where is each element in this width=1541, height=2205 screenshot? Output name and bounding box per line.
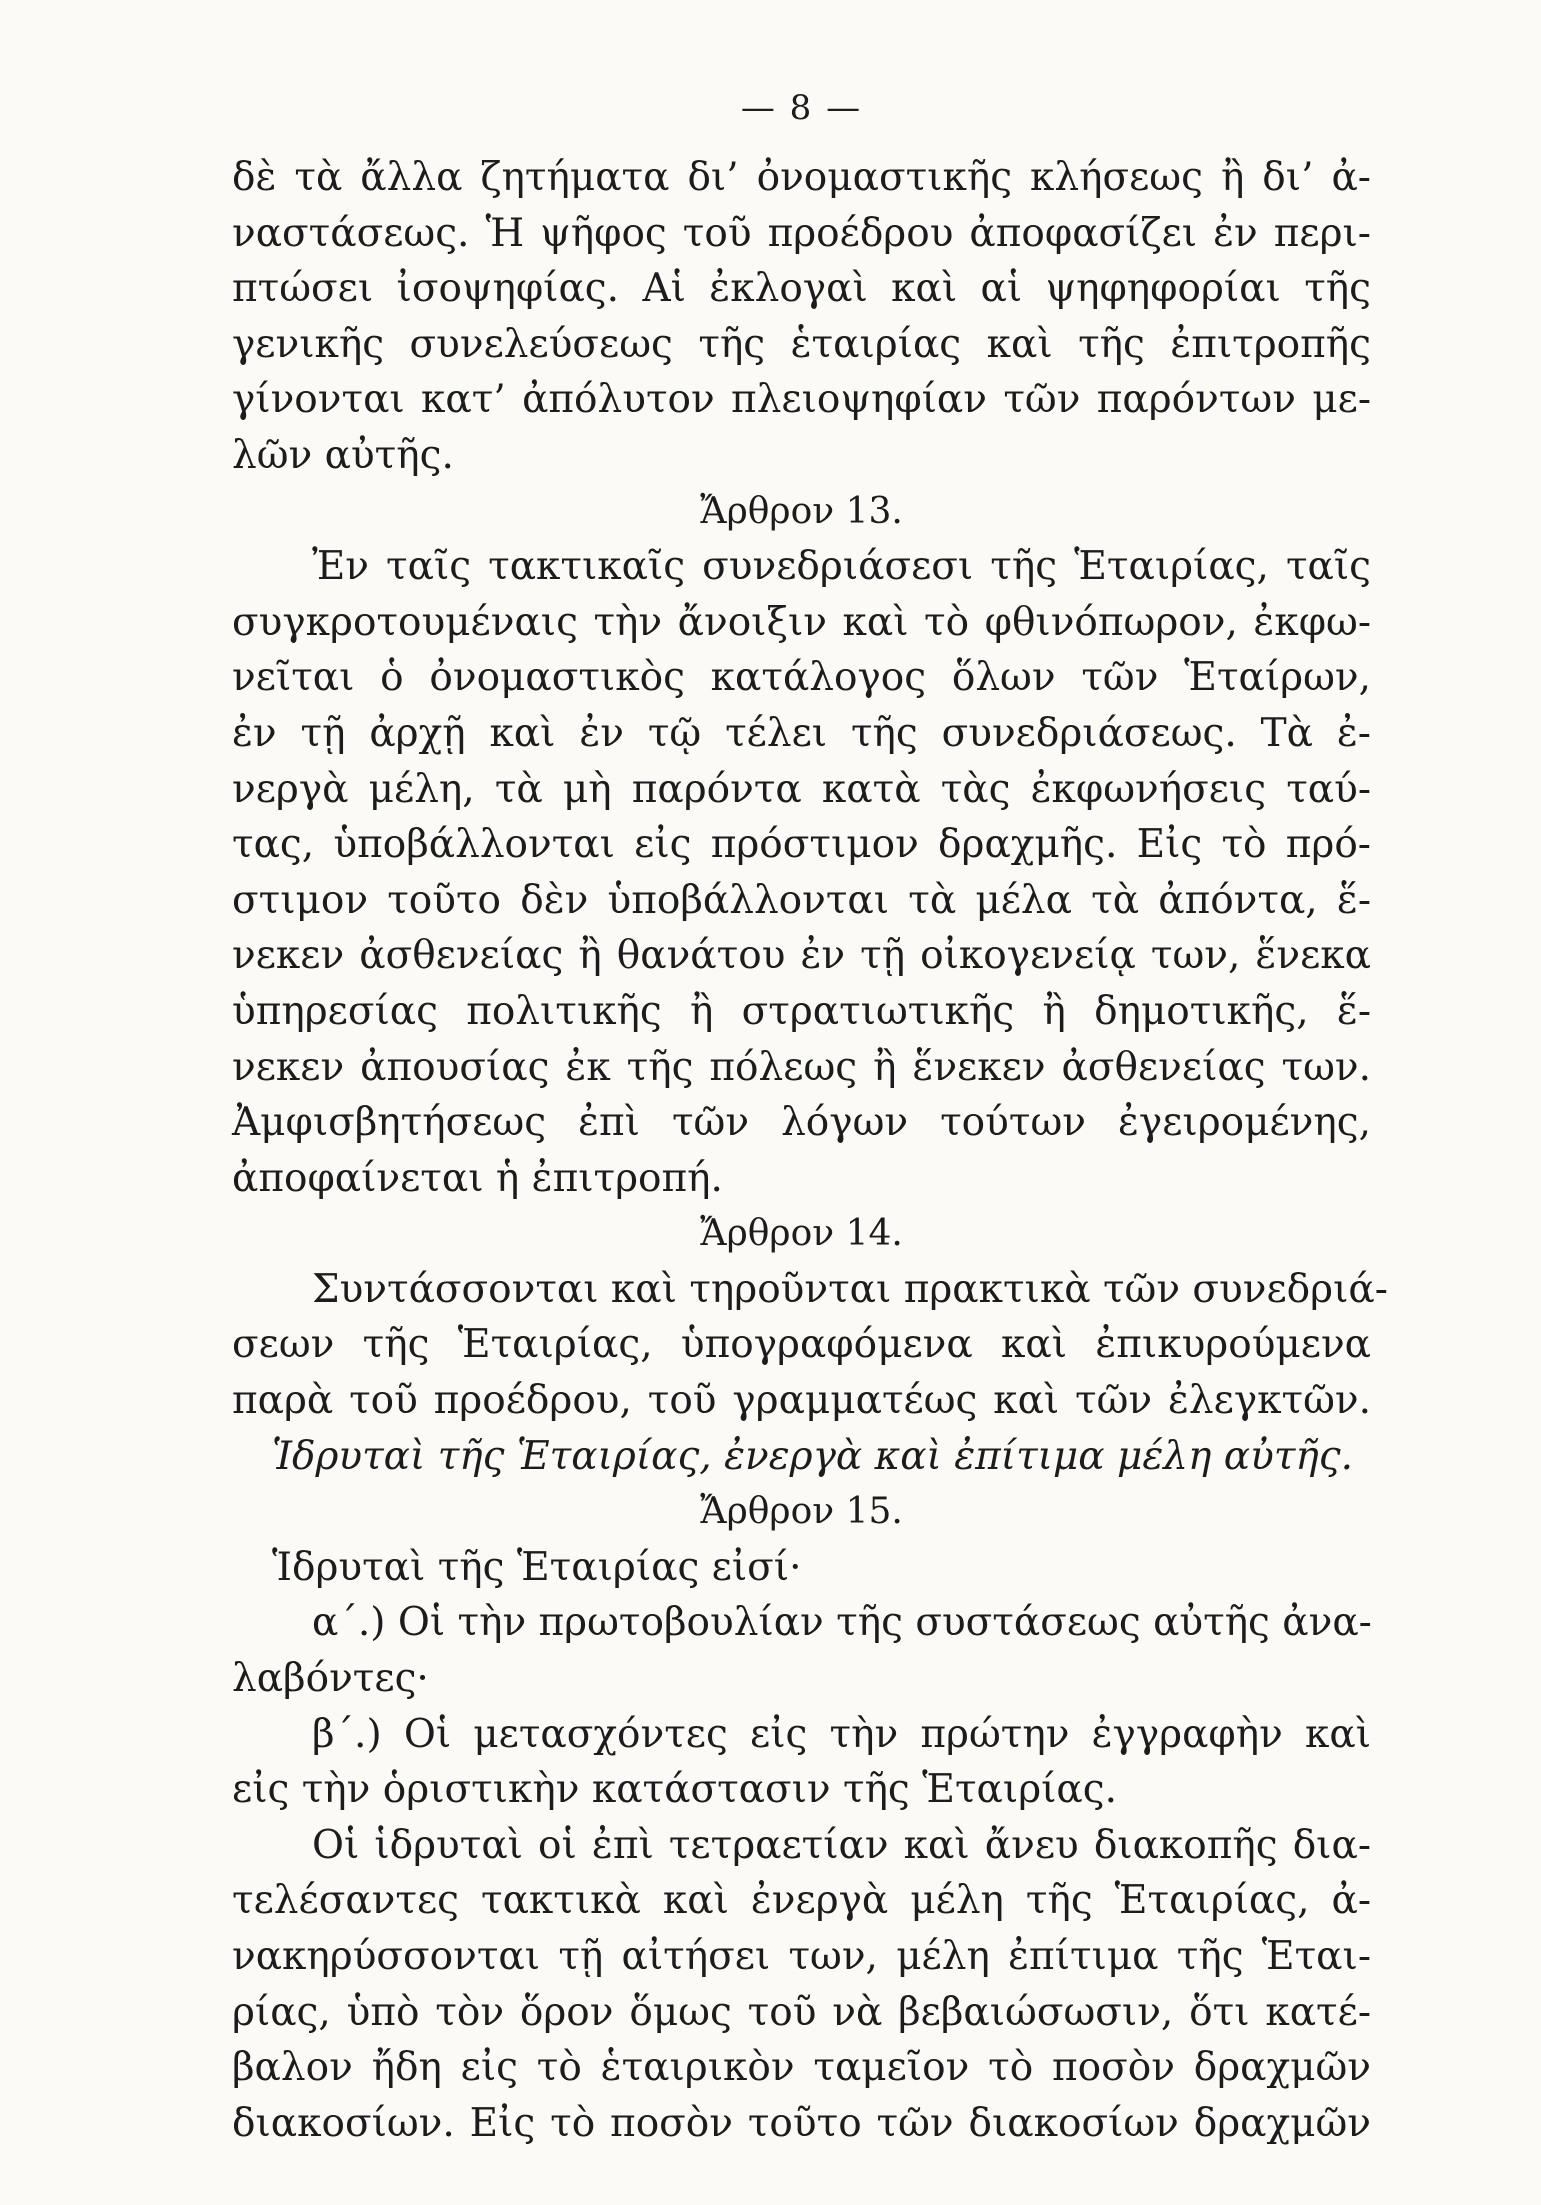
text-line: Ἱδρυταὶ τῆς Ἑταιρίας εἰσί· (272, 1544, 802, 1590)
text-line: λῶν αὐτῆς. (232, 432, 454, 478)
text-line: στιμον τοῦτο δὲν ὑποβάλλονται τὰ μέλα τὰ ἀπόντα, ἕ- (232, 877, 1371, 923)
article-heading: Ἄρθρον 15. (700, 1491, 903, 1533)
text-line: σεων τῆς Ἑταιρίας, ὑπογραφόμενα καὶ ἐπικυρούμενα (232, 1322, 1371, 1368)
text-line: συγκροτουμέναις τὴν ἄνοιξιν καὶ τὸ φθινόπωρον, ἐκφω- (232, 599, 1371, 645)
text-line: ρίας, ὑπὸ τὸν ὅρον ὅμως τοῦ νὰ βεβαιώσωσιν, ὅτι κατέ- (232, 1989, 1371, 2035)
text-line: β΄.) Οἱ μετασχόντες εἰς τὴν πρώτην ἐγγραφὴν καὶ (312, 1711, 1371, 1757)
text-line: ἐν τῇ ἀρχῇ καὶ ἐν τῷ τέλει τῆς συνεδριάσεως. Τὰ ἐ- (232, 710, 1371, 756)
text-line: νεκεν ἀπουσίας ἐκ τῆς πόλεως ἢ ἕνεκεν ἀσθενείας των. (232, 1044, 1371, 1090)
text-line: τας, ὑποβάλλονται εἰς πρόστιμον δραχμῆς. Εἰς τὸ πρό- (232, 822, 1371, 868)
text-line: νεκεν ἀσθενείας ἢ θανάτου ἐν τῇ οἰκογενείᾳ των, ἕνεκα (232, 933, 1371, 979)
text-line: Συντάσσονται καὶ τηροῦνται πρακτικὰ τῶν συνεδριά- (312, 1266, 1388, 1312)
text-line: Ἱδρυταὶ τῆς Ἑταιρίας, ἐνεργὰ καὶ ἐπίτιμα μέλη αὐτῆς. (272, 1433, 1353, 1479)
text-line: γίνονται κατ’ ἀπόλυτον πλειοψηφίαν τῶν παρόντων με- (232, 377, 1371, 423)
text-line: ὑπηρεσίας πολιτικῆς ἢ στρατιωτικῆς ἢ δημοτικῆς, ἕ- (232, 988, 1371, 1034)
article-heading: Ἄρθρον 13. (700, 490, 903, 532)
text-line: νεργὰ μέλη, τὰ μὴ παρόντα κατὰ τὰς ἐκφωνήσεις ταύ- (232, 766, 1371, 812)
text-line: τελέσαντες τακτικὰ καὶ ἐνεργὰ μέλη τῆς Ἑταιρίας, ἀ- (232, 1878, 1371, 1924)
page-number: — 8 — (740, 88, 863, 128)
text-line: δὲ τὰ ἄλλα ζητήματα δι’ ὀνομαστικῆς κλήσεως ἢ δι’ ἀ- (232, 155, 1371, 200)
text-line: νακηρύσσονται τῇ αἰτήσει των, μέλη ἐπίτιμα τῆς Ἑται- (232, 1934, 1371, 1979)
text-line: ἀποφαίνεται ἡ ἐπιτροπή. (232, 1155, 723, 1201)
text-line: λαβόντες· (232, 1656, 429, 1702)
text-line: εἰς τὴν ὁριστικὴν κατάστασιν τῆς Ἑταιρίας. (232, 1767, 1117, 1813)
text-line: ναστάσεως. Ἡ ψῆφος τοῦ προέδρου ἀποφασίζει ἐν περι- (232, 210, 1371, 256)
text-line: πτώσει ἰσοψηφίας. Αἱ ἐκλογαὶ καὶ αἱ ψηφηφορίαι τῆς (232, 266, 1371, 312)
text-line: βαλον ἤδη εἰς τὸ ἑταιρικὸν ταμεῖον τὸ ποσὸν δραχμῶν (232, 2045, 1371, 2091)
text-line: διακοσίων. Εἰς τὸ ποσὸν τοῦτο τῶν διακοσίων δραχμῶν (232, 2100, 1371, 2146)
article-heading: Ἄρθρον 14. (700, 1213, 903, 1255)
text-line: νεῖται ὁ ὀνομαστικὸς κατάλογος ὅλων τῶν Ἑταίρων, (232, 655, 1371, 701)
text-line: Ἐν ταῖς τακτικαῖς συνεδριάσεσι τῆς Ἑταιρίας, ταῖς (312, 544, 1371, 590)
text-body (232, 150, 1388, 2151)
text-line: Ἀμφισβητήσεως ἐπὶ τῶν λόγων τούτων ἐγειρομένης, (232, 1100, 1371, 1146)
text-line: παρὰ τοῦ προέδρου, τοῦ γραμματέως καὶ τῶν ἐλεγκτῶν. (232, 1378, 1371, 1424)
text-line: γενικῆς συνελεύσεως τῆς ἑταιρίας καὶ τῆς ἐπιτροπῆς (232, 321, 1371, 367)
text-line: Οἱ ἱδρυταὶ οἱ ἐπὶ τετραετίαν καὶ ἄνευ διακοπῆς δια- (312, 1822, 1371, 1868)
text-line: α΄.) Οἱ τὴν πρωτοβουλίαν τῆς συστάσεως αὐτῆς ἀνα- (312, 1600, 1372, 1646)
